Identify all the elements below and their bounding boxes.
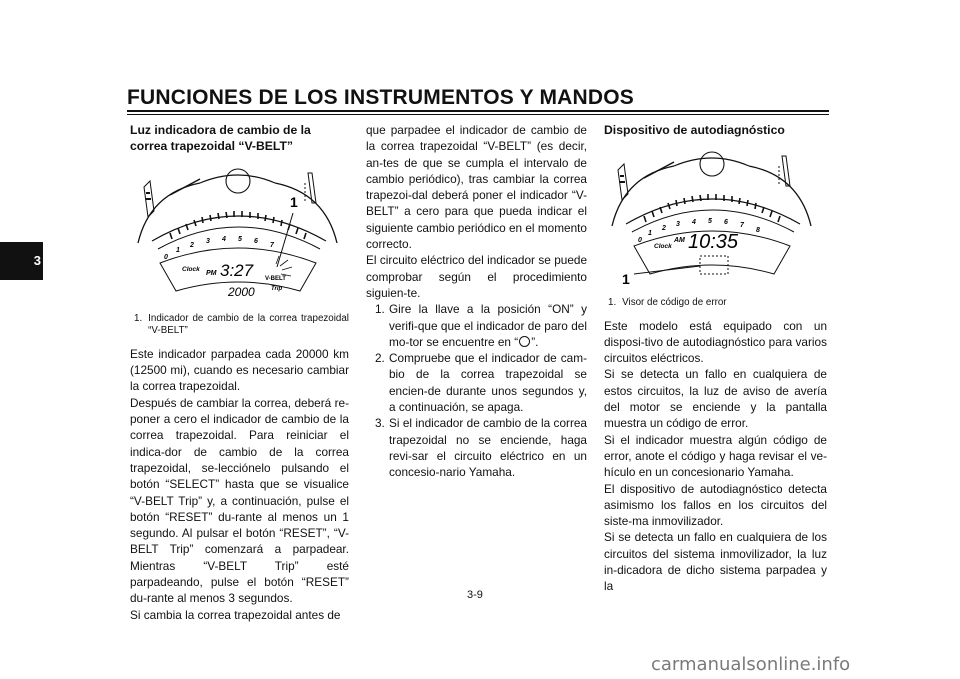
- scale-6: 6: [724, 219, 728, 227]
- check-steps-list: [366, 301, 587, 480]
- scale-8: 8: [756, 227, 760, 235]
- col3-paragraph-5: Si se detecta un fallo en cualquiera de los circuitos del sistema inmovilizador, la luz in-dicadora de dicho sistema parpadea y la: [604, 530, 827, 594]
- title-rule-thin: [127, 114, 829, 115]
- instrument-panel-illustration: [604, 146, 819, 286]
- watermark: carmanualsonline.info: [651, 654, 851, 675]
- col3-paragraph-3: Si el indicador muestra algún código de error, anote el código y haga revisar el ve-hículo en un concesionario Yamaha.: [604, 432, 827, 480]
- callout-1: 1: [290, 193, 298, 210]
- scale-7: 7: [740, 222, 744, 230]
- column-1: [130, 122, 349, 623]
- clock-label: Clock: [654, 243, 672, 251]
- col3-paragraph-2: Si se detecta un fallo en cualquiera de estos circuitos, la luz de aviso de avería del motor se enciende y la pantalla muestra un código de error.: [604, 367, 827, 431]
- col2-paragraph-1: que parpadee el indicador de cambio de la correa trapezoidal “V-BELT” (es decir, an-tes de que se cumpla el intervalo de cambio periódico), tras cambiar la correa trapezoi-dal deberá poner el indicador “V-BELT” a cero para que pueda indicar el siguiente cambio periódico en el momento correcto.: [366, 123, 587, 252]
- am-label: AM: [674, 237, 685, 245]
- column-3: [604, 122, 827, 595]
- vbelt-heading: Luz indicadora de cambio de la correa trapezoidal “V-BELT”: [130, 123, 311, 154]
- scale-6: 6: [254, 237, 258, 245]
- scale-3: 3: [676, 221, 680, 229]
- page-title: FUNCIONES DE LOS INSTRUMENTOS Y MANDOS: [127, 86, 634, 109]
- col3-paragraph-4: El dispositivo de autodiagnóstico detecta asimismo los fallos en los circuitos del siste-ma inmovilizador.: [604, 481, 827, 529]
- chapter-tab: 3: [0, 242, 43, 280]
- vbelt-label: V-BELT: [265, 275, 286, 282]
- scale-3: 3: [206, 237, 210, 245]
- scale-5: 5: [708, 218, 712, 226]
- list-item: 1. Gire la llave a la posición “ON” y verifi-que que el indicador de paro del mo-tor se encuentre en “ ”.: [375, 302, 587, 349]
- col1-paragraph-2: Después de cambiar la correa, deberá re-poner a cero el indicador de cambio de la correa trapezoidal. Para reiniciar el indica-dor de cambio de la correa trapezoidal, se-lecciónelo pulsando el botón “SELECT” hasta que se visualice “V-BELT Trip” y, a continuación, pulse el botón “RESET” du-rante al menos un 1 segundo. Al pulsar el botón “RESET”, “V-BELT Trip” comenzará a parpadear. Mientras “V-BELT Trip” esté parpadeando, pulse el botón “RESET” du-rante al menos 3 segundos.: [130, 395, 349, 606]
- scale-2: 2: [662, 225, 666, 233]
- title-rule-thick: [127, 110, 829, 112]
- scale-4: 4: [222, 235, 226, 243]
- self-diagnosis-figure-caption: 1. Visor de código de error: [608, 296, 727, 308]
- engine-stop-icon: [519, 336, 530, 347]
- list-item: 2. Compruebe que el indicador de cam-bio de la correa trapezoidal se encien-de durante unos segundos y, a continuación, se apaga.: [375, 351, 587, 415]
- lcd-odometer: 2000: [228, 284, 255, 299]
- self-diagnosis-figure: [604, 146, 827, 308]
- page-number: 3-9: [467, 589, 483, 601]
- list-item: 3. Si el indicador de cambio de la correa trapezoidal no se enciende, haga revi-sar el circuito eléctrico en un concesio-nario Yamaha.: [375, 416, 587, 480]
- col3-paragraph-1: Este modelo está equipado con un disposi-tivo de autodiagnóstico para varios circuitos eléctricos.: [604, 318, 827, 366]
- scale-1: 1: [648, 230, 652, 238]
- clock-label: Clock: [182, 265, 200, 273]
- scale-2: 2: [190, 241, 194, 249]
- instrument-panel-illustration: [130, 163, 345, 303]
- pm-label: PM: [206, 269, 217, 277]
- col1-paragraph-1: Este indicador parpadea cada 20000 km (12500 mi), cuando es necesario cambiar la correa trapezoidal.: [130, 346, 349, 394]
- self-diagnosis-heading: Dispositivo de autodiagnóstico: [604, 123, 785, 137]
- scale-1: 1: [176, 246, 180, 254]
- scale-4: 4: [692, 219, 696, 227]
- scale-0: 0: [164, 253, 168, 261]
- vbelt-figure-caption: 1. Indicador de cambio de la correa trapezoidal “V-BELT”: [134, 312, 349, 336]
- lcd-time: 3:27: [220, 260, 254, 280]
- callout-1: 1: [622, 271, 630, 287]
- scale-0: 0: [638, 237, 642, 245]
- column-2: [366, 122, 587, 481]
- trip-label: Trip: [271, 285, 283, 292]
- col2-paragraph-2: El circuito eléctrico del indicador se puede comprobar según el procedimiento siguien-te.: [366, 253, 587, 300]
- col1-paragraph-3: Si cambia la correa trapezoidal antes de: [130, 607, 341, 622]
- vbelt-figure: [130, 163, 349, 337]
- scale-7: 7: [270, 241, 274, 249]
- lcd-time: 10:35: [688, 231, 739, 254]
- scale-5: 5: [238, 235, 242, 243]
